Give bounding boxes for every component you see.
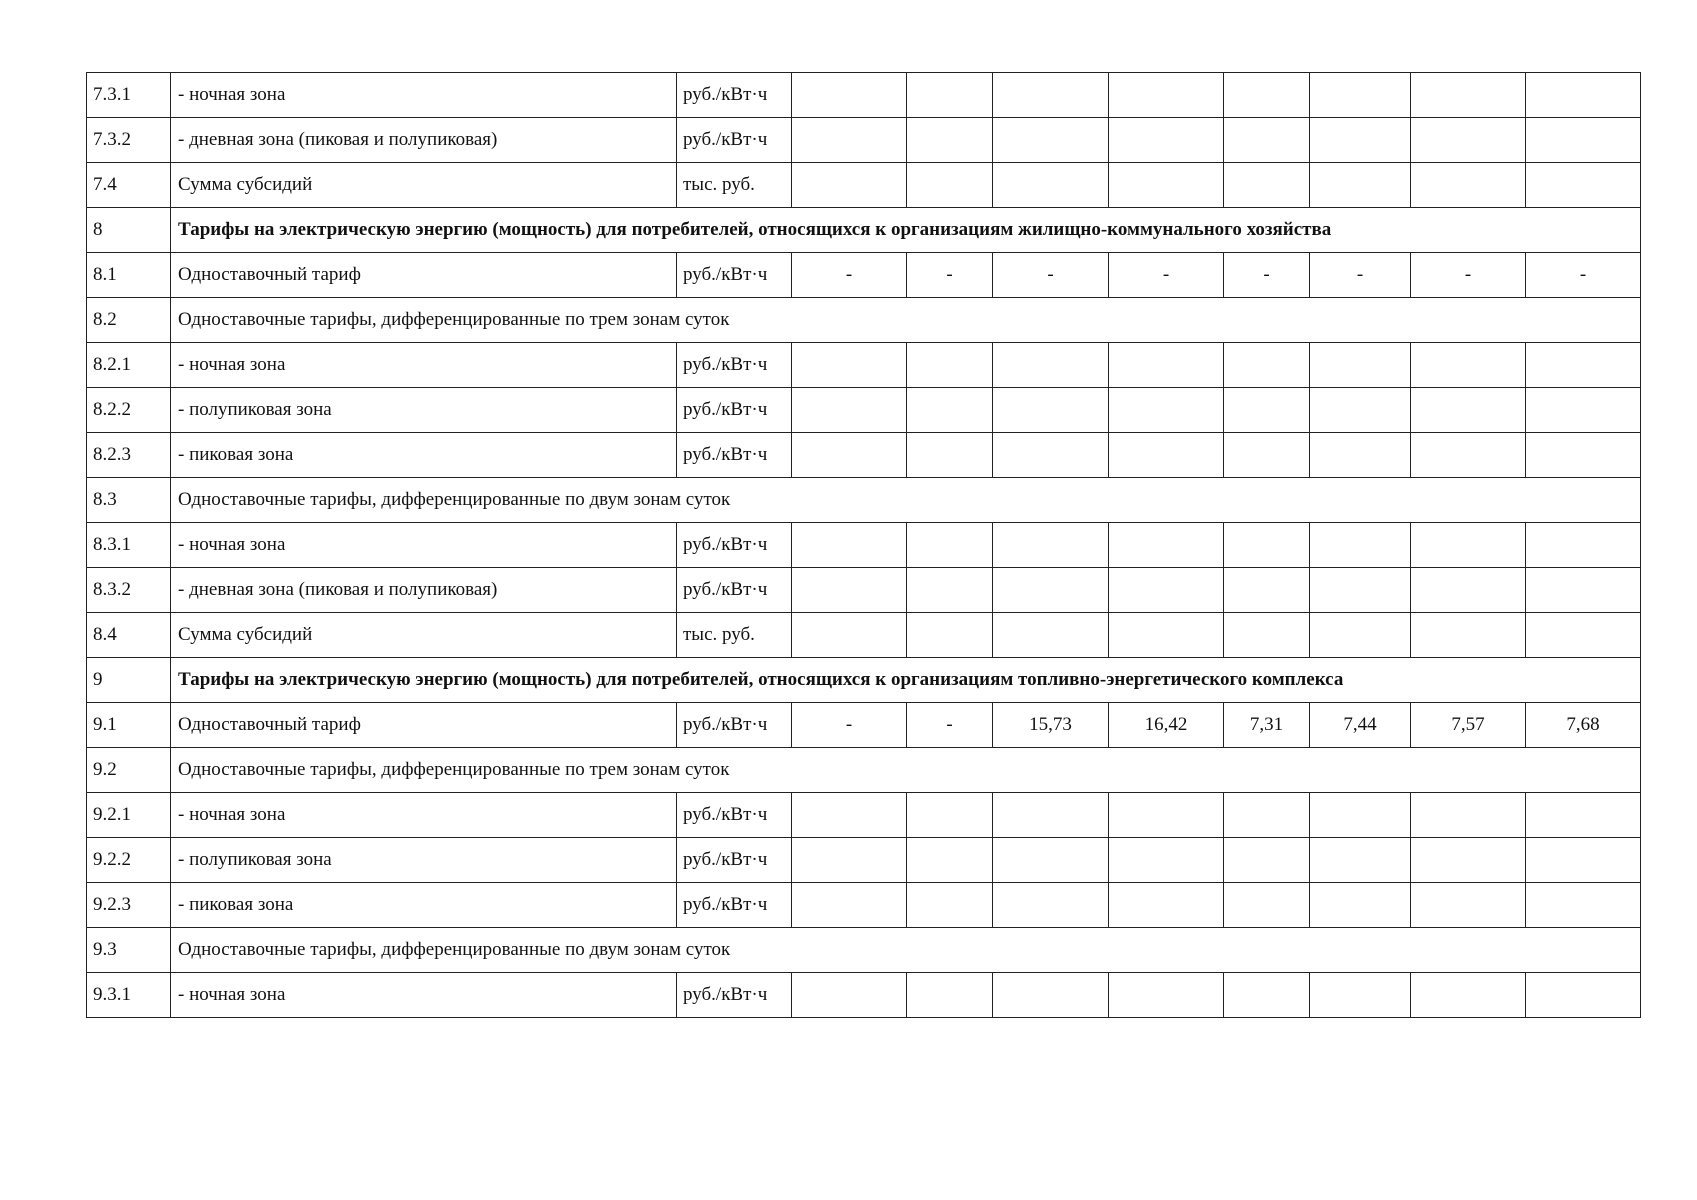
value-cell [1526,163,1641,208]
value-cell [1310,388,1411,433]
value-cell [1310,343,1411,388]
value-cell: - [1526,253,1641,298]
row-number-cell: 9 [87,658,171,703]
value-cell [1109,118,1224,163]
row-number-cell: 8.3 [87,478,171,523]
value-cell [1109,388,1224,433]
table-row [87,208,1641,253]
row-number-cell: 8 [87,208,171,253]
row-number-cell: 9.2.2 [87,838,171,883]
table-row [87,298,1641,343]
value-cell [792,343,907,388]
value-cell [907,883,993,928]
value-cell [907,163,993,208]
table-row [87,703,1641,748]
unit-cell: руб./кВт·ч [677,703,792,748]
row-number-cell: 9.2.3 [87,883,171,928]
value-cell: - [1310,253,1411,298]
value-cell [1411,838,1526,883]
value-cell [1411,793,1526,838]
value-cell [1310,613,1411,658]
unit-cell: руб./кВт·ч [677,253,792,298]
value-cell [1310,118,1411,163]
value-cell [792,163,907,208]
unit-cell: руб./кВт·ч [677,883,792,928]
value-cell [907,388,993,433]
value-cell: - [1109,253,1224,298]
section-heading-cell: Одноставочные тарифы, дифференцированные по трем зонам суток [171,298,1641,343]
value-cell [1109,433,1224,478]
value-cell [1526,118,1641,163]
row-number-cell: 9.3 [87,928,171,973]
unit-cell: руб./кВт·ч [677,343,792,388]
row-name-cell: - ночная зона [171,973,677,1018]
table-row [87,73,1641,118]
value-cell [1224,883,1310,928]
value-cell [993,523,1109,568]
row-number-cell: 8.3.1 [87,523,171,568]
value-cell [792,793,907,838]
row-number-cell: 7.3.2 [87,118,171,163]
table-row [87,388,1641,433]
table-row [87,658,1641,703]
value-cell [1224,388,1310,433]
value-cell [1310,973,1411,1018]
row-number-cell: 9.2.1 [87,793,171,838]
value-cell [792,613,907,658]
value-cell [792,523,907,568]
value-cell [1411,163,1526,208]
value-cell [792,433,907,478]
row-number-cell: 8.4 [87,613,171,658]
row-number-cell: 9.3.1 [87,973,171,1018]
unit-cell: руб./кВт·ч [677,793,792,838]
value-cell: - [792,703,907,748]
row-name-cell: Сумма субсидий [171,613,677,658]
value-cell [993,433,1109,478]
value-cell [1526,568,1641,613]
value-cell [1411,523,1526,568]
section-heading-cell: Тарифы на электрическую энергию (мощность) для потребителей, относящихся к организациям жилищно-коммунального хозяйства [171,208,1641,253]
unit-cell: тыс. руб. [677,163,792,208]
value-cell [1224,613,1310,658]
table-row [87,838,1641,883]
row-name-cell: Сумма субсидий [171,163,677,208]
row-number-cell: 7.4 [87,163,171,208]
value-cell [993,838,1109,883]
unit-cell: тыс. руб. [677,613,792,658]
row-name-cell: - пиковая зона [171,433,677,478]
value-cell: - [993,253,1109,298]
value-cell [993,883,1109,928]
value-cell: 7,68 [1526,703,1641,748]
value-cell [1224,523,1310,568]
value-cell: 7,31 [1224,703,1310,748]
value-cell [792,388,907,433]
value-cell [792,838,907,883]
value-cell [907,793,993,838]
row-number-cell: 8.3.2 [87,568,171,613]
row-number-cell: 8.2 [87,298,171,343]
value-cell [1411,343,1526,388]
value-cell [1109,568,1224,613]
row-number-cell: 7.3.1 [87,73,171,118]
table-row [87,343,1641,388]
unit-cell: руб./кВт·ч [677,973,792,1018]
value-cell [1526,388,1641,433]
value-cell [907,118,993,163]
row-name-cell: - ночная зона [171,343,677,388]
value-cell [1526,73,1641,118]
value-cell [1109,973,1224,1018]
unit-cell: руб./кВт·ч [677,73,792,118]
value-cell [1526,343,1641,388]
table-row [87,973,1641,1018]
value-cell: - [792,253,907,298]
value-cell [1411,388,1526,433]
value-cell [1224,433,1310,478]
value-cell [1526,613,1641,658]
value-cell [1310,73,1411,118]
value-cell [1224,163,1310,208]
value-cell [1109,838,1224,883]
value-cell [1109,793,1224,838]
row-name-cell: - дневная зона (пиковая и полупиковая) [171,118,677,163]
value-cell [907,343,993,388]
value-cell: - [907,703,993,748]
row-name-cell: - полупиковая зона [171,838,677,883]
value-cell [907,568,993,613]
row-number-cell: 9.2 [87,748,171,793]
value-cell: 7,57 [1411,703,1526,748]
row-number-cell: 8.2.2 [87,388,171,433]
value-cell: - [1224,253,1310,298]
unit-cell: руб./кВт·ч [677,568,792,613]
value-cell: - [1411,253,1526,298]
value-cell [1411,613,1526,658]
value-cell [1526,523,1641,568]
table-row [87,523,1641,568]
value-cell [1526,838,1641,883]
table-row [87,883,1641,928]
value-cell [1109,343,1224,388]
value-cell [1310,523,1411,568]
value-cell [1526,883,1641,928]
value-cell [1526,433,1641,478]
value-cell [993,793,1109,838]
value-cell: - [907,253,993,298]
value-cell [1526,973,1641,1018]
table-row [87,163,1641,208]
value-cell [993,343,1109,388]
value-cell [1224,73,1310,118]
value-cell [907,973,993,1018]
row-number-cell: 8.1 [87,253,171,298]
row-number-cell: 8.2.1 [87,343,171,388]
unit-cell: руб./кВт·ч [677,838,792,883]
table-row [87,793,1641,838]
value-cell [1411,433,1526,478]
table-row [87,928,1641,973]
value-cell [1224,568,1310,613]
value-cell [792,973,907,1018]
table-row [87,433,1641,478]
unit-cell: руб./кВт·ч [677,118,792,163]
row-name-cell: Одноставочный тариф [171,703,677,748]
row-name-cell: - полупиковая зона [171,388,677,433]
value-cell [907,613,993,658]
value-cell [1310,793,1411,838]
row-name-cell: - пиковая зона [171,883,677,928]
value-cell [993,973,1109,1018]
value-cell [1310,568,1411,613]
value-cell [907,433,993,478]
unit-cell: руб./кВт·ч [677,433,792,478]
value-cell [1310,883,1411,928]
section-heading-cell: Одноставочные тарифы, дифференцированные по двум зонам суток [171,478,1641,523]
row-name-cell: - ночная зона [171,793,677,838]
row-name-cell: - дневная зона (пиковая и полупиковая) [171,568,677,613]
value-cell [1224,973,1310,1018]
table-row [87,748,1641,793]
row-name-cell: - ночная зона [171,73,677,118]
value-cell [1411,73,1526,118]
table-row [87,118,1641,163]
value-cell [1411,883,1526,928]
value-cell [1109,73,1224,118]
value-cell [993,568,1109,613]
value-cell [792,118,907,163]
value-cell [1411,973,1526,1018]
value-cell [1310,163,1411,208]
value-cell [1224,118,1310,163]
value-cell [1224,793,1310,838]
tariff-table [86,72,1641,1018]
value-cell [1411,568,1526,613]
value-cell [993,118,1109,163]
row-number-cell: 9.1 [87,703,171,748]
table-row [87,478,1641,523]
row-name-cell: Одноставочный тариф [171,253,677,298]
value-cell [993,613,1109,658]
value-cell [907,73,993,118]
row-name-cell: - ночная зона [171,523,677,568]
value-cell [792,73,907,118]
value-cell [1224,343,1310,388]
row-number-cell: 8.2.3 [87,433,171,478]
value-cell [792,568,907,613]
value-cell: 16,42 [1109,703,1224,748]
tariff-table-body [87,73,1641,1018]
value-cell: 15,73 [993,703,1109,748]
unit-cell: руб./кВт·ч [677,523,792,568]
value-cell: 7,44 [1310,703,1411,748]
value-cell [907,523,993,568]
value-cell [1109,883,1224,928]
table-row [87,568,1641,613]
table-row [87,613,1641,658]
value-cell [993,163,1109,208]
value-cell [1411,118,1526,163]
value-cell [1109,523,1224,568]
value-cell [1526,793,1641,838]
value-cell [1224,838,1310,883]
section-heading-cell: Одноставочные тарифы, дифференцированные по двум зонам суток [171,928,1641,973]
value-cell [1109,613,1224,658]
value-cell [907,838,993,883]
table-row [87,253,1641,298]
value-cell [1310,433,1411,478]
value-cell [792,883,907,928]
value-cell [993,388,1109,433]
unit-cell: руб./кВт·ч [677,388,792,433]
value-cell [1109,163,1224,208]
value-cell [1310,838,1411,883]
value-cell [993,73,1109,118]
section-heading-cell: Одноставочные тарифы, дифференцированные по трем зонам суток [171,748,1641,793]
section-heading-cell: Тарифы на электрическую энергию (мощность) для потребителей, относящихся к организациям топливно-энергетического комплекса [171,658,1641,703]
